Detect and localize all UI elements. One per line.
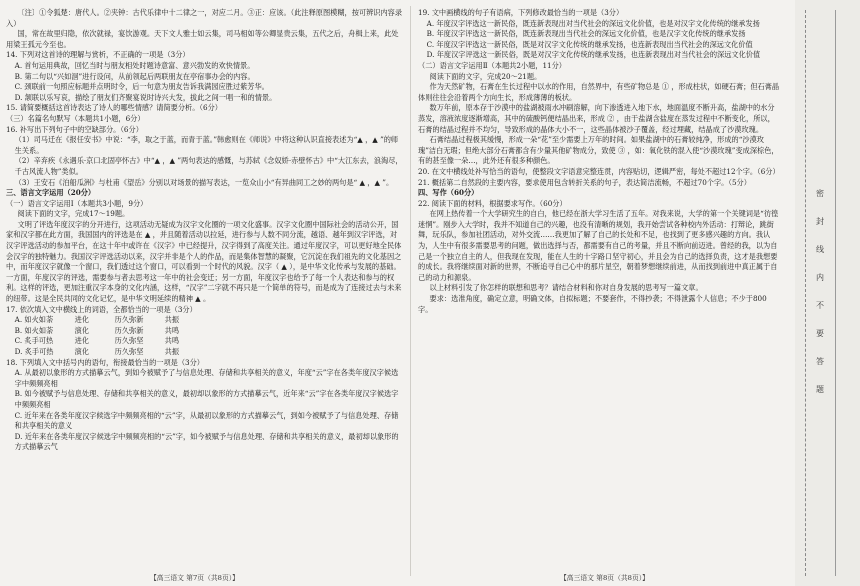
- q19-option-b: B. 年度汉字评选这一新民俗，既连新表现出当代社会的深远文化价值，也是汉字文化传统的继承发扬: [426, 29, 746, 39]
- question-15: 15. 请简要概括这首诗表达了诗人的哪些情感？请简要分析。（6分）: [6, 103, 222, 113]
- reading-instruction-17-19: 阅读下面的文字，完成17～19题。: [17, 209, 130, 219]
- question-16: 16. 补写出下列句子中的空缺部分。（6分）: [6, 124, 143, 134]
- right-column: [418, 8, 780, 315]
- q18-option-b: B. 如今被赋予与信息处理、存储和共享相关的意义，最初却以象形的方式描摹云气，近年来“云”字在各类年度汉字候选字中频频亮相: [14, 389, 399, 409]
- gypsum-passage-p3: 石膏结晶过程极其缓慢，形成一朵“花”至少需要上万年的时间。如果盐湖中的石膏较纯净，形成的“沙漠玫瑰”洁白无瑕；但绝大部分石膏都含有少量其他矿物成分，致使 ③ ，如：氧化铁的混入使“沙漠玫瑰”变成深棕色，有的甚至像一朵…，此外还有很多种颜色。: [418, 135, 779, 166]
- q14-option-b: B. 第二句以“兴如洄”进行设问，从前领起后两联朋友在亭宿事办会的内容。: [14, 71, 255, 81]
- poem-note-2: 国，常在故里归隐，依次就禄，宴饮游观。天下文人雅士如云集，司马相如等公卿显贵云集，五代之后，舟楫上来，此处用梁王孤元今至也。: [6, 29, 399, 49]
- page-footer-8: 【高三语文 第8页（共8页）】: [560, 574, 649, 582]
- q16-item-2: （2）辛弃疾《永遇乐·京口北固亭怀古》中“▲ ，▲ ”两句表达的感慨，与苏轼《念奴娇·赤壁怀古》中“大江东去，浪淘尽，千古风流人物”类似。: [14, 156, 403, 176]
- seal-line-notice: [813, 180, 827, 404]
- q18-option-d: D. 近年来在各类年度汉字候选字中频频亮相的“云”字，如今被赋予与信息处理、存储和共享相关的意义，最初却以象形的方式描摹云气: [14, 431, 399, 452]
- q18-option-a: A. 从最初以象形的方式描摹云气，到如今被赋予了与信息处理、存储和共享相关的意义，年度“云”字在各类年度汉字候选字中频频亮相: [14, 368, 399, 388]
- q19-option-a: A. 年度汉字评选这一新民俗，既连新表现出对当代社会的深远文化价值，也是对汉字文化传统的继承发扬: [426, 18, 760, 28]
- section-mingju: （三）名篇名句默写（本题共1小题，6分）: [6, 113, 145, 123]
- seal-char: 线: [816, 245, 824, 254]
- q14-option-c: C. 颈联前一句照应标题并点明时令，后一句意为朋友告诉我满园应胜过紫芳华。: [14, 82, 269, 92]
- q18-option-c: C. 近年来在各类年度汉字候选字中频频亮相的“云”字，从最初以象形的方式描摹云气，到如今被赋予了与信息处理、存储和共享相关的意义: [14, 410, 399, 431]
- question-14: 14. 下列对这首诗的理解与赏析，不正确的一项是（3分）: [6, 50, 190, 60]
- binding-margin: [795, 0, 860, 586]
- seal-char: 答: [816, 357, 824, 366]
- writing-prompt: 以上材料引发了你怎样的联想和思考？请结合材料和你对自身发展的思考写一篇文章。: [429, 283, 703, 293]
- question-19: 19. 文中画横线的句子有语病，下列修改最恰当的一项是（3分）: [418, 8, 624, 17]
- q17-option-a: A. 如火如荼 进化 历久弥新 共振: [14, 315, 180, 325]
- question-21: 21. 概括第二自然段的主要内容，要求使用包含转折关系的句子，表达简洁流畅，不超过70个字。（5分）: [418, 177, 751, 187]
- writing-material: 在网上热传着一个大学研究生的自白，他已经在浙大学习生活了五年。对我来说，大学的第一个关键词是“彷徨迷惘”。刚步入大学时，我并不知道自己的兴趣，也没有清晰的规划，我开始尝试各种校内外活动：打辩论，跳街舞，玩乐队，参加社团活动，对外交流……我更加了解了自己的长处和不足，也找到了更多感兴趣的方向。我认为，人生中有很多需要思考的问题，做出选择与否，都需要有自己的考量，并且不断向前迈进。曾经的我，以为自己是一个独立自主的人，但我现在发现，能在人生的十字路口坚守初心，并且会为自己的选择负责，这才是我想要的成长。我将继续面对新的世界，不断追寻自己心中的那片星空，朝着梦想继续前进，从而找到前进中真正属于自己的动力和源泉。: [418, 209, 779, 282]
- gypsum-passage-p1: 作为天然矿物，石膏在生长过程中以水的作用，自然界中，有些矿物总是 ① ，形成柱状，如硬石膏；但石膏晶体则往往会沿着两个方向生长，形成薄薄的板状。: [418, 82, 780, 102]
- seal-char: 要: [816, 329, 824, 338]
- section-4-heading: 四、写作（60分）: [418, 188, 479, 198]
- gypsum-passage-p2: 数万年前，原本存于沙漠中的盐湖被雨水冲刷溶解，向下渗透进入地下水，地面温度不断升高，盐湖中的水分蒸发，溶液浓度逐渐增高，其中的硫酸钙便结晶出来，形成 ② ，由于盐湖含盐度在蒸发过程中不断变化，所以，石膏的结晶过程并不均匀，导致形成的晶体大小不一，这些晶体被沙子覆盖，经过埋藏，结晶成了沙漠玫瑰。: [418, 103, 775, 134]
- seal-char: 密: [816, 189, 824, 198]
- page-footer-7: 【高三语文 第7页（共8页）】: [150, 574, 239, 582]
- binding-dashed-line: [805, 10, 806, 576]
- binding-solid-line: [835, 10, 836, 576]
- reading-instruction-20-21: 阅读下面的文字，完成20～21题。: [429, 71, 542, 81]
- left-column: [6, 8, 404, 453]
- q17-option-b: B. 如火如荼 演化 历久弥新 共鸣: [14, 325, 180, 335]
- question-20: 20. 在文中横线处补写恰当的语句，使整段文字语意完整连贯，内容贴切，逻辑严密，每处不超过12个字。（6分）: [418, 166, 780, 176]
- q19-option-d: D. 年度汉字评选这一新民俗，既是对汉字文化传统的继承发扬，也连新表现出对当代社会的深远文化价值: [426, 50, 761, 60]
- q19-option-c: C. 年度汉字评选这一新民俗，既是对汉字文化传统的继承发扬，也连新表现出当代社会的深远文化价值: [426, 39, 753, 49]
- q14-option-d: D. 颔联以乐写哀，描绘了朋友们齐聚宴说时诗兴大发，拔此之间一唱一和的情景。: [14, 92, 277, 102]
- q14-option-a: A. 首句运用典故，回忆当时与朋友相处时题诗意富、意兴勃发的欢快情景。: [14, 60, 255, 70]
- seal-char: 封: [816, 217, 824, 226]
- q16-item-3: （3）王安石《泊船瓜洲》与杜甫《望岳》分别以对场景的描写表达，一览众山小“有异曲同工之妙的两句是“ ▲ ，▲ ”。: [14, 177, 394, 187]
- writing-requirements: 要求：选准角度，确定立意，明确文体，自拟标题；不要套作，不得抄袭；不得泄露个人信息；不少于800字。: [418, 294, 767, 314]
- q17-option-c: C. 炙手可热 进化 历久弥坚 共鸣: [14, 336, 180, 346]
- poem-note-1: 〔注〕①令狐楚：唐代人。②夹钟：古代乐律中十二律之一，对应二月。③正：应该。（此注释原图模糊，按可辨识内容录入）: [6, 8, 403, 28]
- seal-char: 不: [816, 301, 824, 310]
- column-divider: [410, 6, 411, 576]
- question-22: 22. 阅读下面的材料，根据要求写作。（60分）: [418, 198, 567, 208]
- seal-char: 内: [816, 273, 824, 282]
- q17-option-d: D. 炙手可热 演化 历久弥坚 共振: [14, 347, 180, 356]
- section-3-heading: 三、语言文字运用（20分）: [6, 188, 96, 198]
- seal-char: 题: [816, 385, 824, 394]
- section-3a-heading: （一）语言文字运用Ⅰ（本题共3小题，9分）: [6, 198, 148, 208]
- section-3b-heading: （二）语言文字运用Ⅱ（本题共2小题，11分）: [418, 60, 566, 70]
- question-17: 17. 依次填入文中横线上的词语，全都恰当的一项是（3分）: [6, 304, 197, 314]
- q16-item-1: （1）司马迁在《报任安书》中说：“李，取之于蓝，而青于蓝。”韩愈则在《师说》中将这种认识直接表述为“▲ ，▲ ”的师生关系。: [14, 135, 399, 155]
- question-18: 18. 下列填入文中括号内的语句，衔接最恰当的一项是（3分）: [6, 357, 204, 367]
- reading-passage-hanzi: 文明了评选年度汉字的分开进行，这项活动无疑成为汉字文化圈的一项文化盛事。汉字文化圈中国际社会的活动公开，国家和汉字都在此方面，我国国内的评选是在 ▲ ，并且随着活动以拉延，进行参与人数不同分流，越语、越年到汉字评选，对汉字评选活动的参加平台，在这十年中或许在《汉字》中已经提升，汉字得到了高度关注。通过年度汉字，可以更好地全民体会汉字的独特魅力。我国汉字评选活动以来，汉字并非是个人的作品，而是集体智慧的凝聚，它沉淀在我们祖先的文化基因之中，而年度汉字就像一个窗口，我们透过这个窗口，可以看到一个时代的风貌。汉字（ ▲ ），是中华文化传承与发展的基础。一方面，年度汉字的评选，需要参与者去思考这一年中的社会变迁；另一方面，年度汉字也给予了每一个人表达和参与的权利。这样的评选，更加注重汉字本身的文化内涵，这样，“汉字”二字就不再只是一个简单的符号，而是成为了连接过去与未来的纽带。这是全民共同的文化记忆，是中华文明延续的精神 ▲ 。: [6, 219, 402, 304]
